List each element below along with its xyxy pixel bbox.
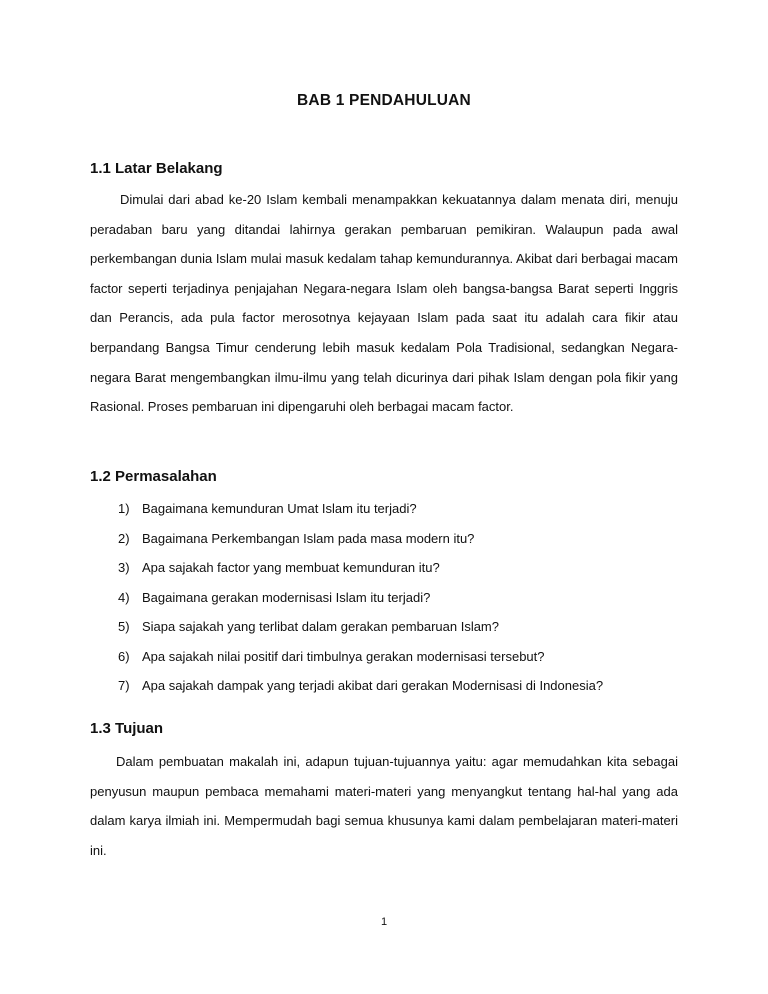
list-item-text: Apa sajakah factor yang membuat kemunduran itu? xyxy=(142,560,440,575)
list-item-number: 3) xyxy=(118,560,130,575)
list-item-number: 2) xyxy=(118,530,130,546)
list-item-text: Apa sajakah nilai positif dari timbulnya gerakan modernisasi tersebut? xyxy=(142,648,545,664)
list-item xyxy=(118,583,603,613)
list-item-text: Siapa sajakah yang terlibat dalam gerakan pembaruan Islam? xyxy=(142,619,499,634)
section-heading-latar-belakang: 1.1 Latar Belakang xyxy=(90,160,223,177)
list-item-number: 4) xyxy=(118,589,130,605)
list-item-number: 6) xyxy=(118,648,130,664)
permasalahan-list xyxy=(118,494,603,701)
list-item xyxy=(118,524,603,554)
list-item-text: Bagaimana kemunduran Umat Islam itu terjadi? xyxy=(142,501,417,516)
list-item xyxy=(118,612,603,642)
list-item-text: Bagaimana gerakan modernisasi Islam itu terjadi? xyxy=(142,589,431,605)
list-item xyxy=(118,671,603,701)
list-item-text: Apa sajakah dampak yang terjadi akibat dari gerakan Modernisasi di Indonesia? xyxy=(142,678,604,693)
section-heading-permasalahan: 1.2 Permasalahan xyxy=(90,468,217,485)
page-number: 1 xyxy=(380,916,388,928)
list-item xyxy=(118,494,603,524)
list-item-number: 1) xyxy=(118,501,130,516)
paragraph-tujuan: Dalam pembuatan makalah ini, adapun tujuan-tujuannya yaitu: agar memudahkan kita sebagai penyusun maupun pembaca memahami materi-materi yang menyangkut tentang hal-hal yang ada dalam karya ilmiah ini. Mempermudah bagi semua khusunya kami dalam pembelajaran materi-materi ini. xyxy=(90,754,678,858)
section-heading-tujuan: 1.3 Tujuan xyxy=(90,720,164,737)
list-item-number: 5) xyxy=(118,619,130,634)
list-item xyxy=(118,642,603,672)
page-title: BAB 1 PENDAHULUAN xyxy=(297,92,471,109)
list-item-number: 7) xyxy=(118,678,130,693)
paragraph-latar-belakang: Dimulai dari abad ke-20 Islam kembali menampakkan kekuatannya dalam menata diri, menuju peradaban baru yang ditandai lahirnya gerakan pembaruan pemikiran. Walaupun pada awal perkembangan dunia Islam mulai masuk kedalam tahap kemundurannya. Akibat dari berbagai macam factor seperti terjadinya penjajahan Negara-negara Islam oleh bangsa-bangsa Barat seperti Inggris dan Perancis, ada pula factor merosotnya kejayaan Islam pada saat itu adalah cara fikir atau berpandang Bangsa Timur cenderung lebih masuk kedalam Pola Tradisional, sedangkan Negara-negara Barat mengembangkan ilmu-ilmu yang telah dicurinya dari pihak Islam dengan pola fikir yang Rasional. Proses pembaruan ini dipengaruhi oleh berbagai macam factor. xyxy=(90,192,678,415)
list-item-text: Bagaimana Perkembangan Islam pada masa modern itu? xyxy=(142,530,475,546)
list-item xyxy=(118,553,603,583)
